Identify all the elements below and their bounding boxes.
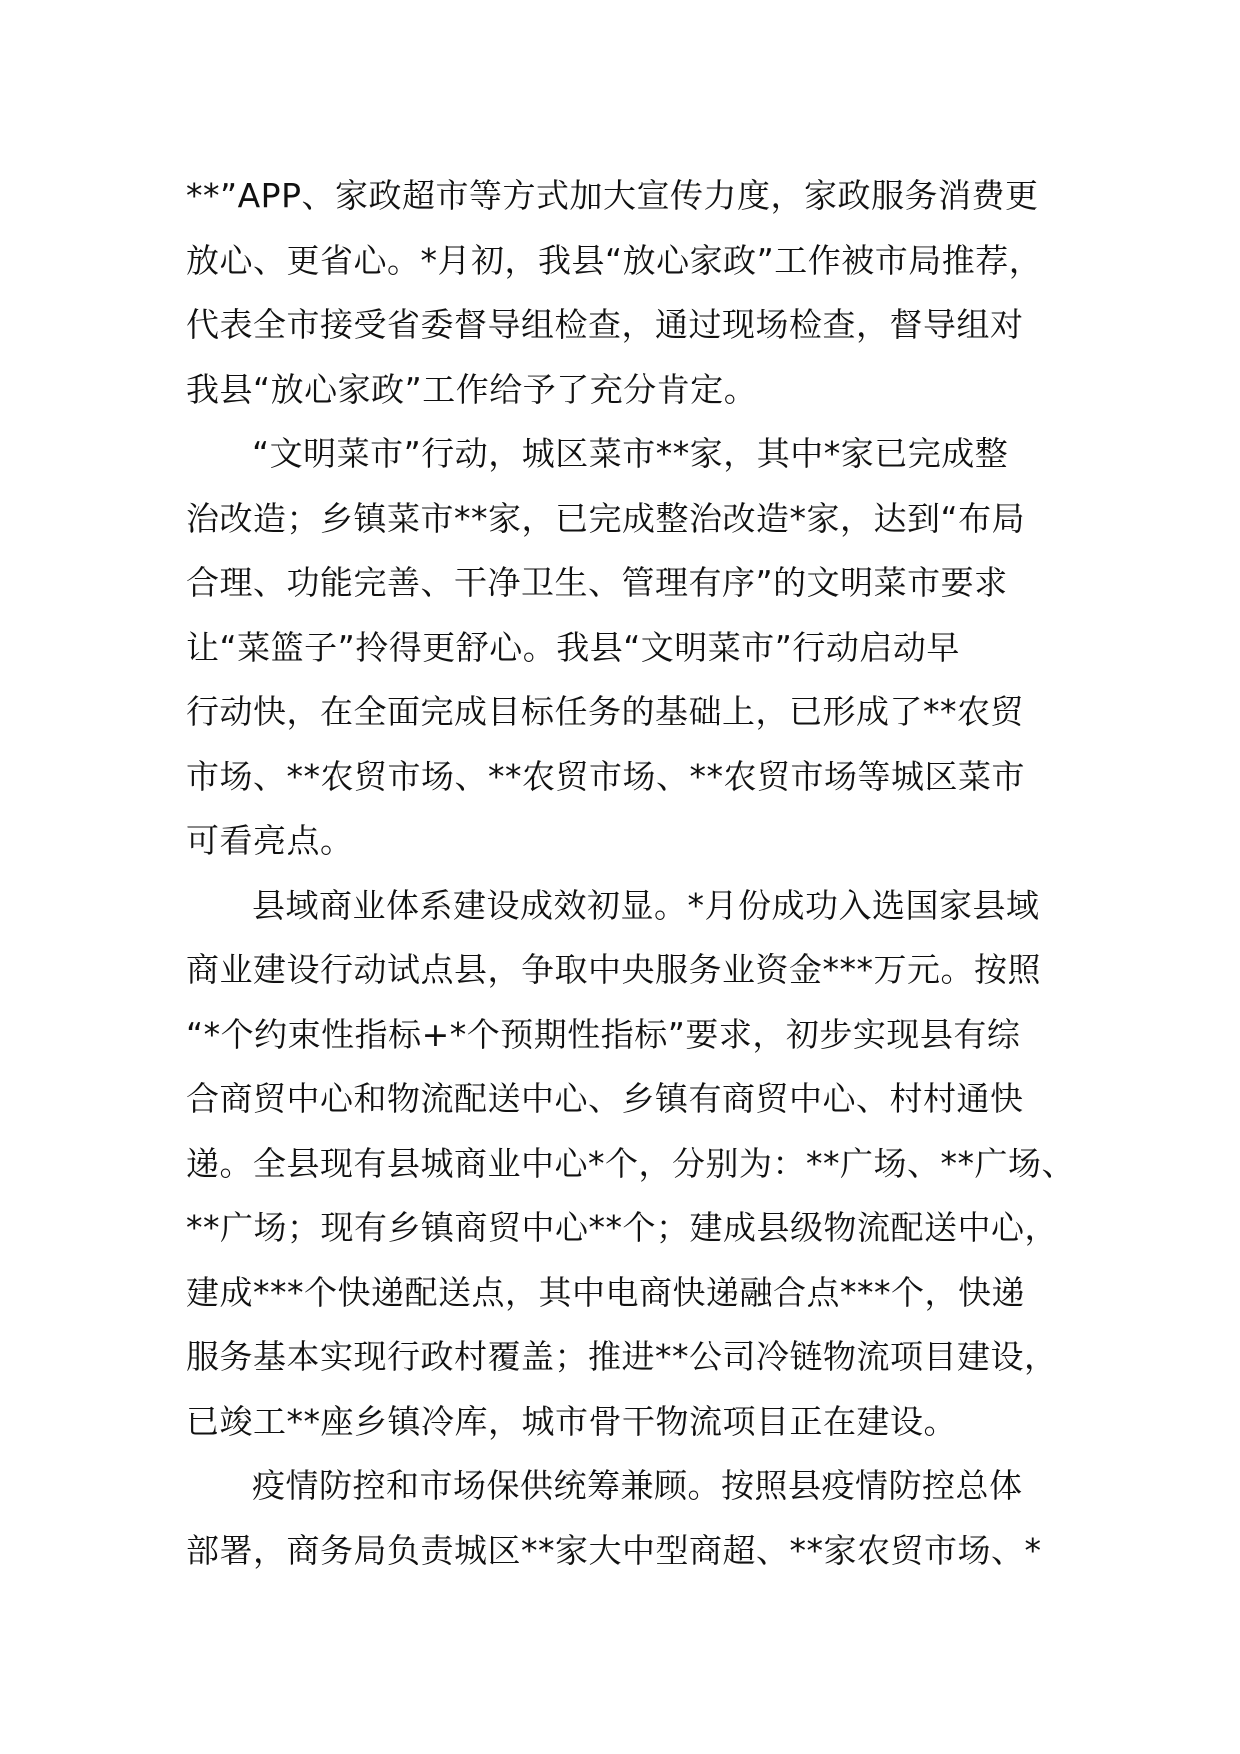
paragraph-county-commerce bbox=[186, 874, 1086, 1455]
text-line: 已竣工**座乡镇冷库，城市骨干物流项目正在建设。 bbox=[186, 1401, 957, 1441]
text-line: 部署，商务局负责城区**家大中型商超、**家农贸市场、* bbox=[186, 1530, 1042, 1570]
text-line: “*个约束性指标+*个预期性指标”要求，初步实现县有综 bbox=[186, 1014, 1021, 1054]
paragraph-epidemic-supply bbox=[186, 1454, 1086, 1583]
text-line: **”APP、家政超市等方式加大宣传力度，家政服务消费更 bbox=[186, 176, 1039, 215]
text-line: 可看亮点。 bbox=[186, 821, 354, 860]
paragraph-home-services bbox=[186, 164, 1086, 422]
text-line: “文明菜市”行动，城区菜市**家，其中*家已完成整 bbox=[252, 434, 1009, 473]
text-line: 建成***个快递配送点，其中电商快递融合点***个，快递 bbox=[186, 1272, 1025, 1312]
document-body bbox=[186, 164, 1086, 1583]
text-line: 行动快，在全面完成目标任务的基础上，已形成了**农贸 bbox=[186, 692, 1024, 731]
text-line: 放心、更省心。*月初，我县“放心家政”工作被市局推荐， bbox=[186, 240, 1043, 280]
text-line: 商业建设行动试点县，争取中央服务业资金***万元。按照 bbox=[186, 950, 1041, 989]
text-line: 代表全市接受省委督导组检查，通过现场检查，督导组对 bbox=[186, 305, 1024, 344]
text-line: 疫情防控和市场保供统筹兼顾。按照县疫情防控总体 bbox=[252, 1466, 1023, 1505]
text-line: 合理、功能完善、干净卫生、管理有序”的文明菜市要求 bbox=[186, 563, 1008, 602]
text-line: 治改造；乡镇菜市**家，已完成整治改造*家，达到“布局 bbox=[186, 498, 1026, 538]
text-line: 我县“放心家政”工作给予了充分肯定。 bbox=[186, 369, 758, 409]
text-line: 市场、**农贸市场、**农贸市场、**农贸市场等城区菜市 bbox=[186, 756, 1025, 796]
text-line: 合商贸中心和物流配送中心、乡镇有商贸中心、村村通快 bbox=[186, 1079, 1024, 1118]
text-line: **广场；现有乡镇商贸中心**个；建成县级物流配送中心， bbox=[186, 1208, 1058, 1247]
text-line: 服务基本实现行政村覆盖；推进**公司冷链物流项目建设， bbox=[186, 1337, 1058, 1376]
text-line: 县域商业体系建设成效初显。*月份成功入选国家县域 bbox=[252, 885, 1040, 925]
paragraph-civilized-markets bbox=[186, 422, 1086, 874]
text-line: 让“菜篮子”拎得更舒心。我县“文明菜市”行动启动早 bbox=[186, 627, 960, 667]
text-line: 递。全县现有县城商业中心*个，分别为：**广场、**广场、 bbox=[186, 1143, 1075, 1183]
